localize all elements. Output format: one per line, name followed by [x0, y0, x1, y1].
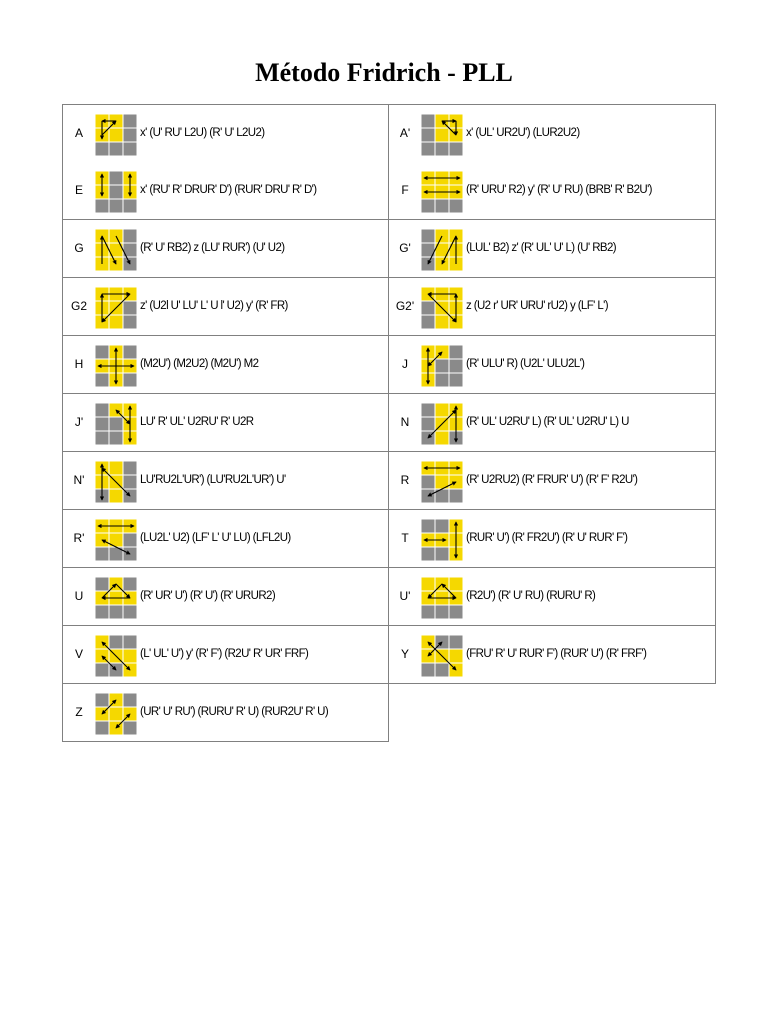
- case-diagram: [95, 693, 137, 735]
- sticker: [124, 129, 137, 142]
- pll-case: [389, 452, 716, 510]
- sticker: [436, 664, 449, 677]
- sticker: [436, 316, 449, 329]
- sticker: [96, 432, 109, 445]
- sticker: [436, 360, 449, 373]
- sticker: [450, 346, 463, 359]
- pll-diagram: [95, 693, 137, 735]
- case-diagram: [95, 403, 137, 445]
- sticker: [422, 548, 435, 561]
- sticker: [422, 520, 435, 533]
- sticker: [450, 636, 463, 649]
- pll-case: [62, 162, 389, 220]
- case-algorithm: LU'RU2L'UR') (LU'RU2L'UR') U': [140, 474, 286, 486]
- case-name: A': [399, 126, 411, 140]
- sticker: [422, 143, 435, 156]
- case-name: G: [74, 241, 84, 255]
- sticker: [422, 476, 435, 489]
- pll-case: [389, 162, 716, 220]
- sticker: [124, 316, 137, 329]
- case-diagram: [421, 461, 463, 503]
- pll-case: [62, 104, 389, 163]
- case-diagram: [421, 114, 463, 156]
- pll-diagram: [95, 577, 137, 619]
- sticker: [450, 374, 463, 387]
- case-name: G2: [70, 299, 87, 313]
- pll-case: [389, 278, 716, 336]
- pll-diagram: [95, 519, 137, 561]
- sticker: [422, 664, 435, 677]
- case-diagram: [95, 345, 137, 387]
- pll-case: [62, 336, 389, 394]
- sticker: [436, 432, 449, 445]
- case-name: A: [74, 126, 83, 140]
- sticker: [422, 129, 435, 142]
- pll-case: [62, 568, 389, 626]
- case-diagram: [421, 635, 463, 677]
- sticker: [124, 636, 137, 649]
- sticker: [450, 650, 463, 663]
- pll-diagram: [95, 287, 137, 329]
- case-algorithm: (FRU' R' U' RUR' F') (RUR' U') (R' FRF'): [466, 648, 647, 660]
- case-diagram: [95, 577, 137, 619]
- sticker: [124, 462, 137, 475]
- sticker: [422, 606, 435, 619]
- case-algorithm: (R' URU' R2) y' (R' U' RU) (BRB' R' B2U'): [466, 184, 652, 196]
- sticker: [450, 578, 463, 591]
- pll-diagram: [95, 171, 137, 213]
- case-algorithm: (UR' U' RU') (RURU' R' U) (RUR2U' R' U): [140, 706, 329, 718]
- case-diagram: [421, 287, 463, 329]
- pll-case: [62, 278, 389, 336]
- sticker: [436, 520, 449, 533]
- pll-case: [62, 510, 389, 568]
- pll-case: [389, 104, 716, 163]
- sticker: [450, 490, 463, 503]
- case-diagram: [95, 114, 137, 156]
- case-algorithm: (R' U' RB2) z (LU' RUR') (U' U2): [140, 242, 285, 254]
- case-algorithm: (R' UL' U2RU' L) (R' UL' U2RU' L) U: [466, 416, 629, 428]
- pll-diagram: [421, 519, 463, 561]
- pll-table: [62, 104, 716, 741]
- case-diagram: [421, 403, 463, 445]
- sticker: [422, 316, 435, 329]
- sticker: [96, 578, 109, 591]
- sticker: [422, 404, 435, 417]
- sticker: [422, 200, 435, 213]
- sticker: [110, 708, 123, 721]
- sticker: [96, 606, 109, 619]
- case-name: T: [401, 531, 409, 545]
- case-name: F: [401, 183, 409, 197]
- case-diagram: [421, 519, 463, 561]
- case-name: N: [400, 415, 410, 429]
- sticker: [124, 722, 137, 735]
- pll-case: [389, 336, 716, 394]
- case-algorithm: (LU2L' U2) (LF' L' U' LU) (LFL2U): [140, 532, 291, 544]
- sticker: [96, 548, 109, 561]
- pll-diagram: [421, 229, 463, 271]
- case-diagram: [95, 519, 137, 561]
- sticker: [96, 664, 109, 677]
- sticker: [124, 578, 137, 591]
- sticker: [422, 418, 435, 431]
- sticker: [96, 200, 109, 213]
- case-algorithm: (L' UL' U') y' (R' F') (R2U' R' UR' FRF): [140, 648, 309, 660]
- sticker: [436, 548, 449, 561]
- sticker: [124, 200, 137, 213]
- pll-diagram: [421, 345, 463, 387]
- sticker: [124, 143, 137, 156]
- pll-diagram: [421, 114, 463, 156]
- case-algorithm: x' (UL' UR2U') (LUR2U2): [466, 127, 580, 139]
- case-name: U': [399, 589, 411, 603]
- pll-case: [62, 626, 389, 684]
- sticker: [422, 578, 435, 591]
- case-algorithm: (RUR' U') (R' FR2U') (R' U' RUR' F'): [466, 532, 628, 544]
- sticker: [124, 346, 137, 359]
- pll-diagram: [95, 114, 137, 156]
- case-diagram: [95, 287, 137, 329]
- case-name: V: [74, 647, 83, 661]
- sticker: [96, 722, 109, 735]
- sticker: [96, 404, 109, 417]
- sticker: [450, 360, 463, 373]
- pll-case: [389, 568, 716, 626]
- sticker: [96, 694, 109, 707]
- pll-diagram: [95, 403, 137, 445]
- sticker: [110, 636, 123, 649]
- sticker: [124, 694, 137, 707]
- sticker: [124, 476, 137, 489]
- case-diagram: [95, 171, 137, 213]
- pll-case: [389, 510, 716, 568]
- case-name: E: [74, 183, 83, 197]
- case-diagram: [421, 577, 463, 619]
- case-name: Z: [75, 705, 83, 719]
- case-name: R': [73, 531, 85, 545]
- case-diagram: [421, 171, 463, 213]
- sticker: [124, 302, 137, 315]
- case-algorithm: z (U2 r' UR' URU' rU2) y (LF' L'): [466, 300, 608, 312]
- case-name: U: [74, 589, 84, 603]
- pll-diagram: [95, 229, 137, 271]
- case-algorithm: (LUL' B2) z' (R' UL' U' L) (U' RB2): [466, 242, 617, 254]
- case-algorithm: x' (RU' R' DRUR' D') (RUR' DRU' R' D'): [140, 184, 317, 196]
- sticker: [110, 129, 123, 142]
- pll-case: [62, 220, 389, 278]
- case-diagram: [95, 229, 137, 271]
- sticker: [422, 302, 435, 315]
- pll-diagram: [421, 635, 463, 677]
- sticker: [110, 143, 123, 156]
- pll-diagram: [95, 461, 137, 503]
- sticker: [124, 650, 137, 663]
- sticker: [422, 230, 435, 243]
- pll-diagram: [421, 403, 463, 445]
- case-name: H: [74, 357, 84, 371]
- sticker: [450, 606, 463, 619]
- sticker: [110, 462, 123, 475]
- sticker: [124, 230, 137, 243]
- pll-case: [62, 452, 389, 510]
- case-name: G': [399, 241, 411, 255]
- pll-case: [389, 394, 716, 452]
- case-diagram: [421, 345, 463, 387]
- pll-diagram: [421, 461, 463, 503]
- sticker: [96, 374, 109, 387]
- page-title: Método Fridrich - PLL: [255, 58, 513, 87]
- case-algorithm: (R' UR' U') (R' U') (R' URUR2): [140, 590, 276, 602]
- case-algorithm: (M2U') (M2U2) (M2U') M2: [140, 358, 259, 370]
- sticker: [124, 606, 137, 619]
- sticker: [124, 374, 137, 387]
- sticker: [422, 115, 435, 128]
- sticker: [110, 418, 123, 431]
- sticker: [110, 200, 123, 213]
- case-name: N': [73, 473, 85, 487]
- pll-diagram: [95, 345, 137, 387]
- case-algorithm: (R' U2RU2) (R' FRUR' U') (R' F' R2U'): [466, 474, 638, 486]
- pll-diagram: [421, 287, 463, 329]
- sticker: [96, 346, 109, 359]
- pll-diagram: [421, 577, 463, 619]
- sticker: [436, 374, 449, 387]
- case-name: J': [74, 415, 84, 429]
- sticker: [110, 432, 123, 445]
- sticker: [124, 115, 137, 128]
- sticker: [436, 200, 449, 213]
- sticker: [436, 404, 449, 417]
- case-algorithm: (R' ULU' R) (U2L' ULU2L'): [466, 358, 585, 370]
- sticker: [124, 534, 137, 547]
- sticker: [450, 143, 463, 156]
- sticker: [110, 490, 123, 503]
- case-name: J: [402, 357, 408, 371]
- case-diagram: [421, 229, 463, 271]
- sticker: [450, 200, 463, 213]
- pll-case: [62, 684, 389, 742]
- sticker: [110, 186, 123, 199]
- pll-diagram: [421, 171, 463, 213]
- case-algorithm: x' (U' RU' L2U) (R' U' L2U2): [140, 127, 265, 139]
- case-diagram: [95, 635, 137, 677]
- case-name: G2': [395, 299, 415, 313]
- sticker: [96, 418, 109, 431]
- pll-case: [62, 394, 389, 452]
- sticker: [436, 129, 449, 142]
- sticker: [436, 606, 449, 619]
- case-algorithm: z' (U2l U' LU' L' U l' U2) y' (R' FR): [140, 300, 288, 312]
- sticker: [110, 316, 123, 329]
- pll-diagram: [95, 635, 137, 677]
- sticker: [110, 172, 123, 185]
- sticker: [96, 143, 109, 156]
- case-name: R: [400, 473, 410, 487]
- case-name: Y: [400, 647, 409, 661]
- sticker: [110, 606, 123, 619]
- pll-case: [389, 626, 716, 684]
- case-diagram: [95, 461, 137, 503]
- case-algorithm: (R2U') (R' U' RU) (RURU' R): [466, 590, 596, 602]
- sticker: [436, 143, 449, 156]
- pll-case: [389, 220, 716, 278]
- case-algorithm: LU' R' UL' U2RU' R' U2R: [140, 416, 254, 428]
